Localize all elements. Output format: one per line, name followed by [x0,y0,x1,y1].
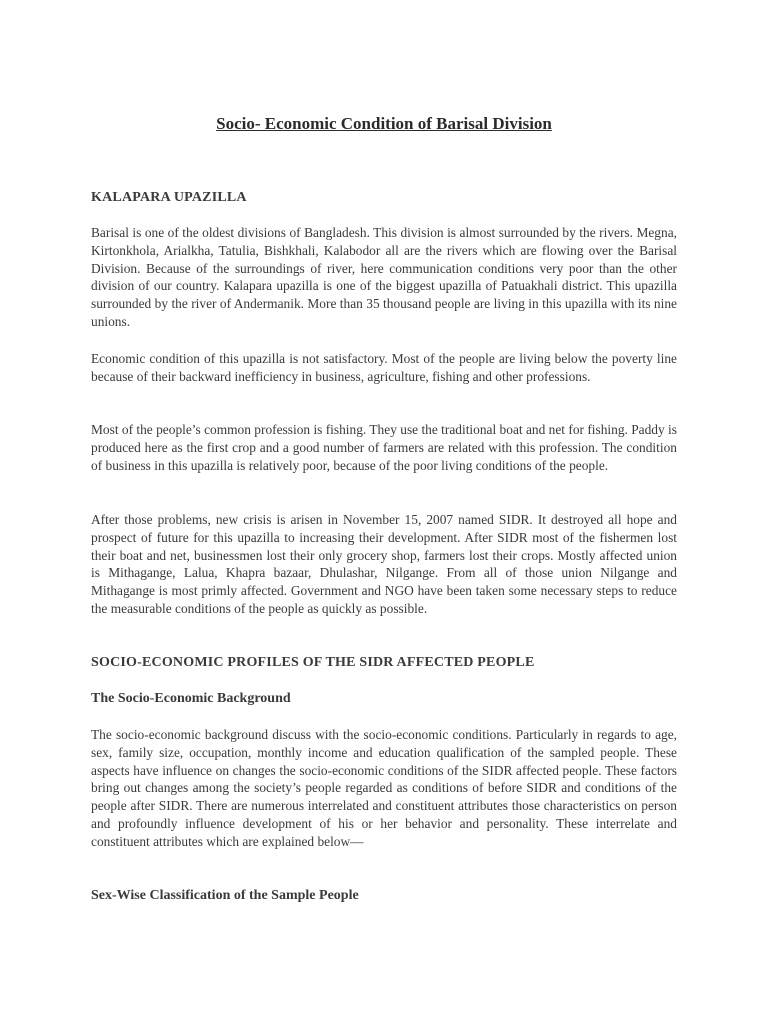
section-heading-text: SOCIO-ECONOMIC PROFILES OF THE SIDR AFFECTED PEOPLE [91,655,535,670]
paragraph-text: Economic condition of this upazilla is not satisfactory. Most of the people are living below the poverty line because of their backward inefficiency in business, agriculture, fishing and other professions. [91,351,677,384]
paragraph-text: Most of the people’s common profession is fishing. They use the traditional boat and net for fishing. Paddy is produced here as the first crop and a good number of farmers are related with this profession. The condition of business in this upazilla is relatively poor, because of the poor living conditions of the people. [91,422,677,473]
paragraph-text: After those problems, new crisis is arisen in November 15, 2007 named SIDR. It destroyed all hope and prospect of future for this upazilla to increasing their development. After SIDR most of the fishermen lost their boat and net, businessmen lost their only grocery shop, farmers lost their crops. Mostly affected union is Mithagange, Lalua, Khapra bazaar, Dhulashar, Nilgange. From all of those union Nilgange and Mithagange is most primly affected. Government and NGO have been taken some necessary steps to reduce the measurable conditions of the people as quickly as possible. [91,512,677,616]
document-title: Socio- Economic Condition of Barisal Division [216,114,552,133]
paragraph-text: The socio-economic background discuss with the socio-economic conditions. Particularly in regards to age, sex, family size, occupation, monthly income and education qualification of the sampled people. These aspects have influence on changes the socio-economic conditions of the SIDR affected people. These factors bring out changes among the society’s people regarded as conditions of before SIDR and conditions of the people after SIDR. There are numerous interrelated and constituent attributes those characteristics on person and profoundly influence development of his or her behavior and personality. These interrelate and constituent attributes which are explained below— [91,727,677,849]
section-heading-text: KALAPARA UPAZILLA [91,190,247,205]
subheading-text: The Socio-Economic Background [91,691,291,706]
paragraph-economic-condition [91,350,677,386]
paragraph-sidr-crisis [91,511,677,618]
subheading-sex-wise [91,888,677,904]
paragraph-intro [91,224,677,331]
section-heading-kalapara [91,190,677,206]
section-heading-profiles [91,655,677,671]
subheading-text: Sex-Wise Classification of the Sample People [91,888,359,903]
paragraph-profession [91,421,677,474]
paragraph-text: Barisal is one of the oldest divisions of Bangladesh. This division is almost surrounded by the rivers. Megna, Kirtonkhola, Arialkha, Tatulia, Bishkhali, Kalabodor all are the rivers which are flowing over the Barisal Division. Because of the surroundings of river, here communication conditions very poor than the other division of our country. Kalapara upazilla is one of the biggest upazilla of Patuakhali district. This upazilla surrounded by the river of Andermanik. More than 35 thousand people are living in this upazilla with its nine unions. [91,225,677,329]
subheading-background [91,691,677,707]
paragraph-background [91,726,677,851]
